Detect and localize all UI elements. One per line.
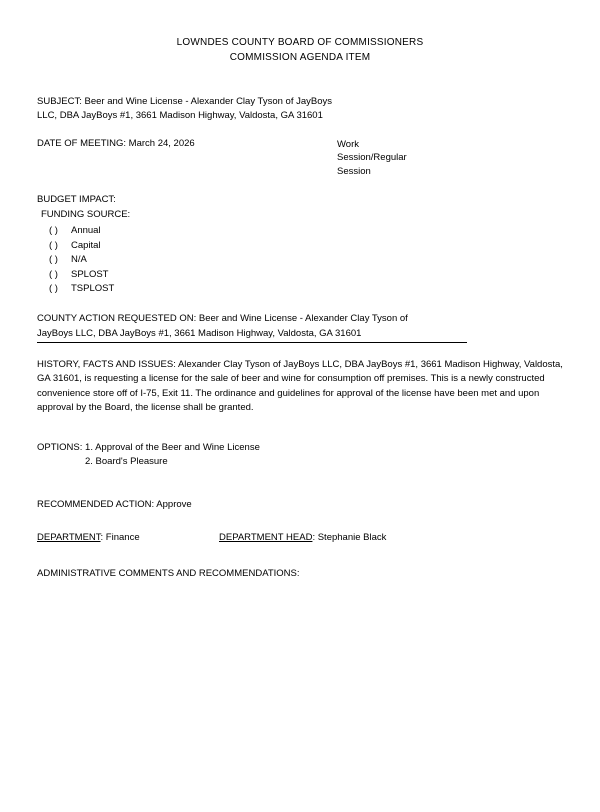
funding-option-label: Annual	[71, 225, 101, 237]
session-line-3: Session	[337, 166, 371, 178]
document-header	[0, 36, 600, 65]
meeting-date-label: DATE OF MEETING:	[37, 137, 127, 149]
department-field	[37, 532, 219, 543]
subject-value-line-1: Beer and Wine License - Alexander Clay Tyson of JayBoys	[81, 96, 332, 107]
county-action-value-line-1: Beer and Wine License - Alexander Clay Tyson of	[196, 313, 408, 325]
county-action-value-line-2: JayBoys LLC, DBA JayBoys #1, 3661 Madison Highway, Valdosta, GA 31601	[37, 327, 467, 343]
county-action-section	[37, 312, 564, 343]
option-item-1: 1. Approval of the Beer and Wine License	[85, 441, 260, 453]
header-line-1: LOWNDES COUNTY BOARD OF COMMISSIONERS	[176, 37, 424, 48]
funding-option-splost[interactable]	[49, 268, 564, 282]
funding-option-label: SPLOST	[71, 268, 109, 280]
department-head-label: DEPARTMENT HEAD	[219, 532, 313, 544]
recommended-action-label: RECOMMENDED ACTION:	[37, 499, 155, 511]
history-label: HISTORY, FACTS AND ISSUES:	[37, 358, 176, 370]
department-head-field	[219, 532, 386, 543]
funding-source-options	[37, 224, 564, 296]
funding-option-label: N/A	[71, 254, 87, 266]
agenda-document-page	[0, 36, 600, 812]
funding-option-annual[interactable]	[49, 224, 564, 238]
funding-option-na[interactable]	[49, 253, 564, 267]
header-line-2: COMMISSION AGENDA ITEM	[229, 51, 371, 63]
funding-option-tsplost[interactable]	[49, 282, 564, 296]
subject-section	[37, 95, 564, 124]
document-body	[0, 95, 600, 582]
recommended-action-section	[37, 498, 564, 512]
funding-source-text: FUNDING SOURCE:	[41, 209, 131, 221]
funding-option-capital[interactable]	[49, 239, 564, 253]
subject-line-2: LLC, DBA JayBoys #1, 3661 Madison Highway, Valdosta, GA 31601	[37, 110, 323, 122]
department-row	[37, 532, 564, 543]
recommended-action-value: Approve	[154, 499, 192, 511]
checkbox-splost[interactable]: ( )	[49, 268, 58, 280]
options-label: OPTIONS:	[37, 441, 83, 453]
county-action-label: COUNTY ACTION REQUESTED ON:	[37, 313, 197, 325]
options-section	[37, 441, 564, 470]
funding-source-label	[37, 208, 564, 222]
checkbox-tsplost[interactable]: ( )	[49, 283, 58, 295]
budget-impact-label: BUDGET IMPACT:	[37, 193, 116, 205]
administrative-comments-label: ADMINISTRATIVE COMMENTS AND RECOMMENDATIONS:	[37, 568, 300, 580]
department-head-value: : Stephanie Black	[312, 532, 387, 544]
funding-option-label: Capital	[71, 239, 101, 251]
meeting-date-value: March 24, 2026	[126, 137, 195, 149]
session-type	[337, 138, 407, 179]
funding-option-label: TSPLOST	[71, 283, 115, 295]
history-text: Alexander Clay Tyson of JayBoys LLC, DBA JayBoys #1, 3661 Madison Highway, Valdosta, GA 31601, is requesting a license for the sale of beer and wine for consumption off premises. This is a newly constructed convenience store off of I-75, Exit 11. The ordinance and guidelines for approval of the license have been met and upon approval by the Board, the license shall be granted.	[37, 358, 563, 414]
county-action-line-2-wrap	[37, 327, 564, 343]
checkbox-na[interactable]: ( )	[49, 254, 58, 266]
history-section	[37, 358, 564, 416]
subject-line-1	[37, 95, 564, 109]
session-line-1: Work	[337, 138, 359, 150]
county-action-line-1	[37, 312, 564, 326]
option-item-2: 2. Board's Pleasure	[85, 456, 168, 468]
subject-label: SUBJECT:	[37, 96, 82, 107]
meeting-date	[37, 138, 337, 149]
checkbox-capital[interactable]: ( )	[49, 239, 58, 251]
department-value: : Finance	[100, 532, 140, 544]
department-label: DEPARTMENT	[37, 532, 101, 544]
options-line-1	[37, 441, 564, 456]
checkbox-annual[interactable]: ( )	[49, 225, 58, 237]
meeting-row	[37, 138, 564, 179]
session-line-2: Session/Regular	[337, 152, 407, 164]
options-line-2	[37, 455, 564, 470]
